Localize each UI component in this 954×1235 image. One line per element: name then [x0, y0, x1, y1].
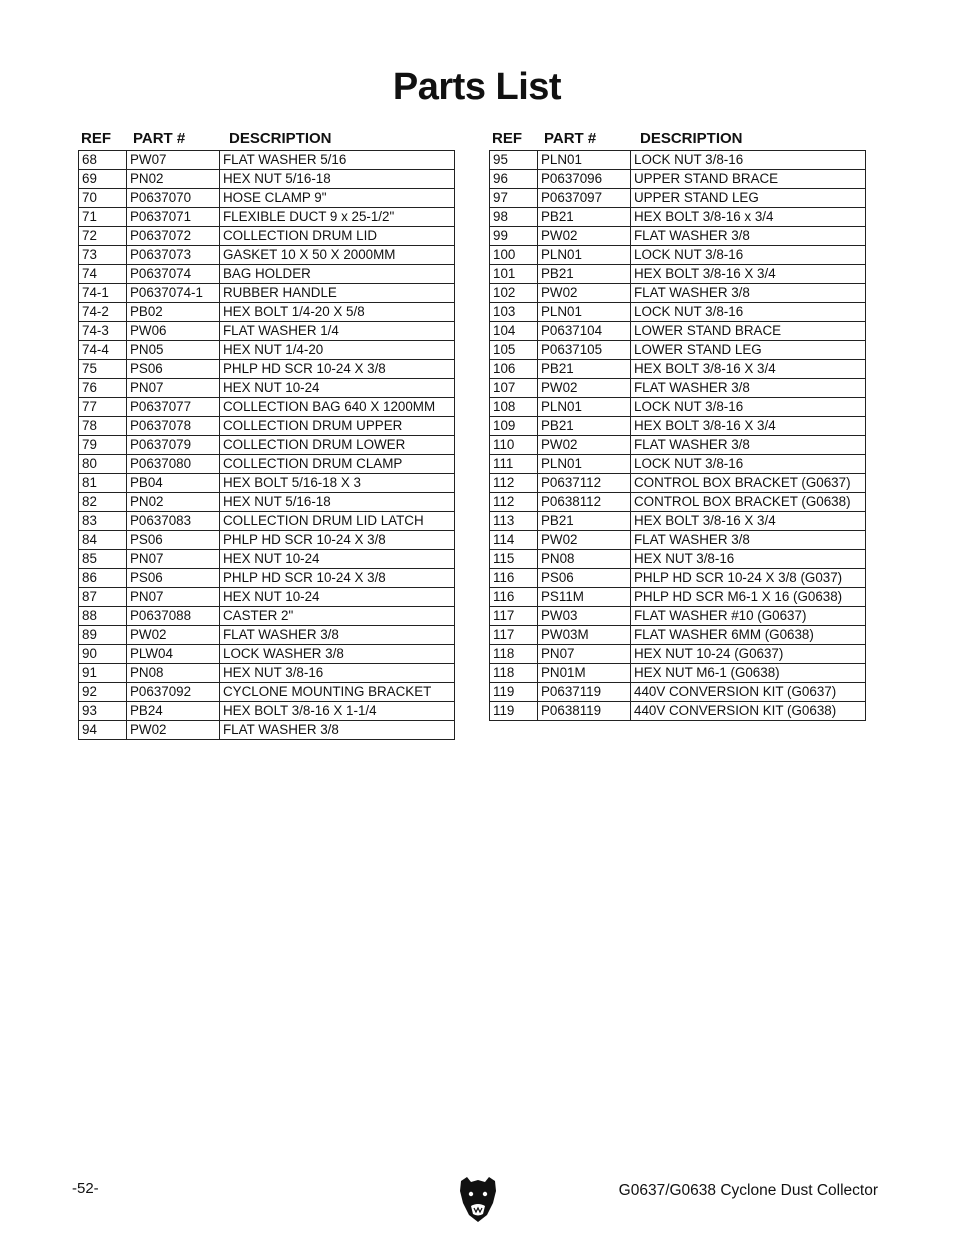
- ref-cell: 74-4: [79, 341, 127, 360]
- parts-table: [489, 150, 866, 721]
- description-cell: HOSE CLAMP 9": [220, 189, 455, 208]
- part-number-cell: P0637077: [127, 398, 220, 417]
- description-cell: HEX BOLT 5/16-18 X 3: [220, 474, 455, 493]
- part-number-cell: PN07: [538, 645, 631, 664]
- description-cell: CONTROL BOX BRACKET (G0637): [631, 474, 866, 493]
- description-cell: FLAT WASHER 6MM (G0638): [631, 626, 866, 645]
- table-row: [490, 455, 866, 474]
- table-row: [79, 436, 455, 455]
- ref-cell: 87: [79, 588, 127, 607]
- table-row: [490, 569, 866, 588]
- ref-cell: 89: [79, 626, 127, 645]
- ref-cell: 112: [490, 493, 538, 512]
- ref-cell: 82: [79, 493, 127, 512]
- description-cell: CONTROL BOX BRACKET (G0638): [631, 493, 866, 512]
- part-number-cell: PN08: [127, 664, 220, 683]
- table-row: [490, 588, 866, 607]
- ref-cell: 92: [79, 683, 127, 702]
- part-number-cell: P0637104: [538, 322, 631, 341]
- description-cell: COLLECTION DRUM UPPER: [220, 417, 455, 436]
- ref-cell: 75: [79, 360, 127, 379]
- table-row: [490, 246, 866, 265]
- table-row: [490, 645, 866, 664]
- description-column-header: DESCRIPTION: [640, 130, 743, 147]
- description-cell: PHLP HD SCR 10-24 X 3/8: [220, 360, 455, 379]
- part-number-cell: PLN01: [538, 398, 631, 417]
- ref-cell: 79: [79, 436, 127, 455]
- ref-cell: 69: [79, 170, 127, 189]
- description-cell: CYCLONE MOUNTING BRACKET: [220, 683, 455, 702]
- part-number-cell: P0637072: [127, 227, 220, 246]
- ref-cell: 68: [79, 151, 127, 170]
- description-cell: PHLP HD SCR 10-24 X 3/8: [220, 569, 455, 588]
- table-row: [490, 379, 866, 398]
- part-number-cell: P0637080: [127, 455, 220, 474]
- table-row: [490, 151, 866, 170]
- part-number-cell: PW02: [538, 284, 631, 303]
- part-number-cell: P0637088: [127, 607, 220, 626]
- description-cell: HEX NUT 5/16-18: [220, 493, 455, 512]
- table-row: [490, 265, 866, 284]
- description-cell: RUBBER HANDLE: [220, 284, 455, 303]
- part-number-cell: PB02: [127, 303, 220, 322]
- ref-cell: 102: [490, 284, 538, 303]
- table-row: [490, 284, 866, 303]
- ref-cell: 111: [490, 455, 538, 474]
- part-number-cell: PW02: [127, 721, 220, 740]
- part-number-cell: P0637083: [127, 512, 220, 531]
- part-number-cell: P0637079: [127, 436, 220, 455]
- table-row: [79, 607, 455, 626]
- table-header: [489, 127, 877, 150]
- description-cell: HEX BOLT 3/8-16 X 3/4: [631, 265, 866, 284]
- description-cell: LOCK NUT 3/8-16: [631, 151, 866, 170]
- table-row: [490, 683, 866, 702]
- ref-cell: 116: [490, 569, 538, 588]
- description-cell: HEX BOLT 3/8-16 X 3/4: [631, 417, 866, 436]
- table-row: [490, 531, 866, 550]
- table-row: [490, 702, 866, 721]
- table-row: [79, 683, 455, 702]
- table-row: [79, 341, 455, 360]
- description-cell: COLLECTION BAG 640 X 1200MM: [220, 398, 455, 417]
- description-cell: PHLP HD SCR M6-1 X 16 (G0638): [631, 588, 866, 607]
- ref-cell: 106: [490, 360, 538, 379]
- table-row: [490, 208, 866, 227]
- ref-cell: 115: [490, 550, 538, 569]
- description-cell: FLAT WASHER 3/8: [631, 227, 866, 246]
- ref-cell: 116: [490, 588, 538, 607]
- table-row: [79, 151, 455, 170]
- part-number-cell: PN07: [127, 379, 220, 398]
- table-row: [79, 493, 455, 512]
- table-row: [490, 626, 866, 645]
- ref-cell: 91: [79, 664, 127, 683]
- part-number-cell: PW02: [538, 531, 631, 550]
- table-row: [490, 322, 866, 341]
- part-number-cell: P0637071: [127, 208, 220, 227]
- ref-cell: 119: [490, 702, 538, 721]
- table-row: [490, 189, 866, 208]
- table-row: [79, 474, 455, 493]
- ref-cell: 76: [79, 379, 127, 398]
- part-number-cell: PS06: [127, 360, 220, 379]
- ref-cell: 101: [490, 265, 538, 284]
- description-cell: LOCK WASHER 3/8: [220, 645, 455, 664]
- description-cell: HEX BOLT 3/8-16 X 3/4: [631, 512, 866, 531]
- part-number-cell: P0637073: [127, 246, 220, 265]
- table-row: [79, 702, 455, 721]
- table-row: [79, 664, 455, 683]
- table-row: [79, 322, 455, 341]
- ref-cell: 112: [490, 474, 538, 493]
- part-number-cell: P0638112: [538, 493, 631, 512]
- ref-cell: 72: [79, 227, 127, 246]
- table-row: [79, 588, 455, 607]
- ref-cell: 114: [490, 531, 538, 550]
- table-row: [79, 512, 455, 531]
- parts-table-body: [490, 151, 866, 721]
- ref-cell: 118: [490, 664, 538, 683]
- description-cell: PHLP HD SCR 10-24 X 3/8 (G037): [631, 569, 866, 588]
- part-number-cell: PB04: [127, 474, 220, 493]
- description-cell: PHLP HD SCR 10-24 X 3/8: [220, 531, 455, 550]
- description-cell: COLLECTION DRUM LID LATCH: [220, 512, 455, 531]
- description-cell: COLLECTION DRUM LOWER: [220, 436, 455, 455]
- description-cell: FLEXIBLE DUCT 9 x 25-1/2": [220, 208, 455, 227]
- part-number-cell: PS06: [127, 531, 220, 550]
- description-cell: FLAT WASHER 3/8: [220, 626, 455, 645]
- page-title: Parts List: [392, 66, 562, 108]
- part-number-cell: P0637105: [538, 341, 631, 360]
- table-row: [490, 170, 866, 189]
- part-number-cell: PW02: [538, 436, 631, 455]
- parts-table-left: [78, 127, 466, 740]
- description-cell: UPPER STAND LEG: [631, 189, 866, 208]
- table-row: [79, 531, 455, 550]
- parts-table-right: [489, 127, 877, 721]
- part-number-cell: P0637096: [538, 170, 631, 189]
- description-cell: COLLECTION DRUM LID: [220, 227, 455, 246]
- ref-cell: 70: [79, 189, 127, 208]
- ref-cell: 77: [79, 398, 127, 417]
- part-number-cell: PN08: [538, 550, 631, 569]
- description-cell: LOCK NUT 3/8-16: [631, 455, 866, 474]
- description-cell: LOCK NUT 3/8-16: [631, 303, 866, 322]
- page-number: -52-: [72, 1180, 99, 1197]
- description-cell: UPPER STAND BRACE: [631, 170, 866, 189]
- ref-cell: 81: [79, 474, 127, 493]
- part-number-cell: PW02: [127, 626, 220, 645]
- part-number-cell: PB21: [538, 417, 631, 436]
- ref-cell: 119: [490, 683, 538, 702]
- table-row: [79, 721, 455, 740]
- description-cell: BAG HOLDER: [220, 265, 455, 284]
- ref-column-header: REF: [81, 130, 111, 147]
- grizzly-bear-head-icon: [457, 1175, 499, 1223]
- part-number-cell: P0637074: [127, 265, 220, 284]
- table-row: [79, 284, 455, 303]
- description-cell: 440V CONVERSION KIT (G0638): [631, 702, 866, 721]
- description-cell: LOCK NUT 3/8-16: [631, 246, 866, 265]
- table-row: [79, 417, 455, 436]
- table-row: [79, 550, 455, 569]
- description-cell: FLAT WASHER 3/8: [631, 379, 866, 398]
- table-row: [490, 607, 866, 626]
- description-cell: FLAT WASHER 1/4: [220, 322, 455, 341]
- part-number-cell: PLN01: [538, 303, 631, 322]
- part-number-cell: PW02: [538, 379, 631, 398]
- ref-cell: 94: [79, 721, 127, 740]
- description-cell: HEX NUT 3/8-16: [631, 550, 866, 569]
- part-number-cell: PW02: [538, 227, 631, 246]
- ref-cell: 107: [490, 379, 538, 398]
- ref-cell: 88: [79, 607, 127, 626]
- description-column-header: DESCRIPTION: [229, 130, 332, 147]
- description-cell: HEX BOLT 1/4-20 X 5/8: [220, 303, 455, 322]
- part-number-cell: P0637070: [127, 189, 220, 208]
- ref-cell: 118: [490, 645, 538, 664]
- description-cell: HEX NUT M6-1 (G0638): [631, 664, 866, 683]
- parts-table-body: [79, 151, 455, 740]
- part-number-cell: PN01M: [538, 664, 631, 683]
- ref-cell: 84: [79, 531, 127, 550]
- ref-cell: 117: [490, 607, 538, 626]
- table-row: [79, 626, 455, 645]
- description-cell: HEX BOLT 3/8-16 X 3/4: [631, 360, 866, 379]
- description-cell: HEX NUT 3/8-16: [220, 664, 455, 683]
- part-number-cell: P0637074-1: [127, 284, 220, 303]
- part-number-cell: PS11M: [538, 588, 631, 607]
- table-row: [490, 474, 866, 493]
- table-row: [490, 550, 866, 569]
- ref-cell: 117: [490, 626, 538, 645]
- ref-column-header: REF: [492, 130, 522, 147]
- ref-cell: 104: [490, 322, 538, 341]
- ref-cell: 90: [79, 645, 127, 664]
- table-row: [79, 227, 455, 246]
- table-row: [79, 398, 455, 417]
- part-number-cell: PS06: [127, 569, 220, 588]
- description-cell: HEX NUT 10-24: [220, 588, 455, 607]
- ref-cell: 103: [490, 303, 538, 322]
- part-number-cell: PB24: [127, 702, 220, 721]
- table-row: [490, 512, 866, 531]
- table-row: [79, 569, 455, 588]
- table-row: [490, 398, 866, 417]
- part-number-cell: PB21: [538, 265, 631, 284]
- table-row: [490, 436, 866, 455]
- description-cell: FLAT WASHER 3/8: [631, 436, 866, 455]
- part-number-cell: P0638119: [538, 702, 631, 721]
- part-number-cell: PW06: [127, 322, 220, 341]
- part-number-cell: P0637097: [538, 189, 631, 208]
- ref-cell: 73: [79, 246, 127, 265]
- table-row: [490, 417, 866, 436]
- table-row: [490, 493, 866, 512]
- description-cell: LOWER STAND BRACE: [631, 322, 866, 341]
- ref-cell: 109: [490, 417, 538, 436]
- ref-cell: 105: [490, 341, 538, 360]
- part-number-cell: PLN01: [538, 246, 631, 265]
- ref-cell: 98: [490, 208, 538, 227]
- description-cell: FLAT WASHER 3/8: [631, 531, 866, 550]
- table-row: [79, 246, 455, 265]
- ref-cell: 74-2: [79, 303, 127, 322]
- ref-cell: 108: [490, 398, 538, 417]
- part-number-cell: PN02: [127, 493, 220, 512]
- description-cell: LOCK NUT 3/8-16: [631, 398, 866, 417]
- ref-cell: 74: [79, 265, 127, 284]
- ref-cell: 80: [79, 455, 127, 474]
- table-row: [79, 189, 455, 208]
- ref-cell: 96: [490, 170, 538, 189]
- part-column-header: PART #: [544, 130, 597, 147]
- parts-table: [78, 150, 455, 740]
- part-number-cell: P0637078: [127, 417, 220, 436]
- table-row: [79, 645, 455, 664]
- ref-cell: 93: [79, 702, 127, 721]
- description-cell: 440V CONVERSION KIT (G0637): [631, 683, 866, 702]
- description-cell: LOWER STAND LEG: [631, 341, 866, 360]
- description-cell: FLAT WASHER 3/8: [220, 721, 455, 740]
- description-cell: GASKET 10 X 50 X 2000MM: [220, 246, 455, 265]
- ref-cell: 74-1: [79, 284, 127, 303]
- table-row: [79, 455, 455, 474]
- table-row: [79, 360, 455, 379]
- ref-cell: 97: [490, 189, 538, 208]
- description-cell: HEX NUT 10-24: [220, 379, 455, 398]
- part-number-cell: PLN01: [538, 455, 631, 474]
- part-number-cell: PN02: [127, 170, 220, 189]
- part-number-cell: PB21: [538, 512, 631, 531]
- description-cell: CASTER 2": [220, 607, 455, 626]
- part-number-cell: P0637119: [538, 683, 631, 702]
- ref-cell: 86: [79, 569, 127, 588]
- table-row: [79, 379, 455, 398]
- ref-cell: 74-3: [79, 322, 127, 341]
- description-cell: HEX BOLT 3/8-16 X 1-1/4: [220, 702, 455, 721]
- description-cell: HEX NUT 1/4-20: [220, 341, 455, 360]
- table-row: [79, 303, 455, 322]
- part-number-cell: PW07: [127, 151, 220, 170]
- footer-title: G0637/G0638 Cyclone Dust Collector: [618, 1182, 878, 1199]
- part-number-cell: P0637112: [538, 474, 631, 493]
- description-cell: HEX NUT 10-24 (G0637): [631, 645, 866, 664]
- part-number-cell: PB21: [538, 360, 631, 379]
- table-row: [79, 208, 455, 227]
- part-number-cell: PS06: [538, 569, 631, 588]
- description-cell: HEX NUT 10-24: [220, 550, 455, 569]
- table-row: [490, 303, 866, 322]
- description-cell: FLAT WASHER 3/8: [631, 284, 866, 303]
- part-number-cell: PB21: [538, 208, 631, 227]
- part-number-cell: PN05: [127, 341, 220, 360]
- ref-cell: 100: [490, 246, 538, 265]
- table-row: [490, 227, 866, 246]
- part-number-cell: P0637092: [127, 683, 220, 702]
- table-row: [79, 170, 455, 189]
- part-number-cell: PW03: [538, 607, 631, 626]
- table-header: [78, 127, 466, 150]
- part-number-cell: PW03M: [538, 626, 631, 645]
- description-cell: FLAT WASHER #10 (G0637): [631, 607, 866, 626]
- table-row: [490, 360, 866, 379]
- part-number-cell: PN07: [127, 588, 220, 607]
- description-cell: COLLECTION DRUM CLAMP: [220, 455, 455, 474]
- ref-cell: 110: [490, 436, 538, 455]
- table-row: [79, 265, 455, 284]
- part-number-cell: PLN01: [538, 151, 631, 170]
- ref-cell: 78: [79, 417, 127, 436]
- ref-cell: 71: [79, 208, 127, 227]
- part-column-header: PART #: [133, 130, 186, 147]
- ref-cell: 113: [490, 512, 538, 531]
- ref-cell: 85: [79, 550, 127, 569]
- description-cell: HEX NUT 5/16-18: [220, 170, 455, 189]
- ref-cell: 83: [79, 512, 127, 531]
- part-number-cell: PN07: [127, 550, 220, 569]
- part-number-cell: PLW04: [127, 645, 220, 664]
- description-cell: HEX BOLT 3/8-16 x 3/4: [631, 208, 866, 227]
- table-row: [490, 664, 866, 683]
- description-cell: FLAT WASHER 5/16: [220, 151, 455, 170]
- ref-cell: 95: [490, 151, 538, 170]
- ref-cell: 99: [490, 227, 538, 246]
- table-row: [490, 341, 866, 360]
